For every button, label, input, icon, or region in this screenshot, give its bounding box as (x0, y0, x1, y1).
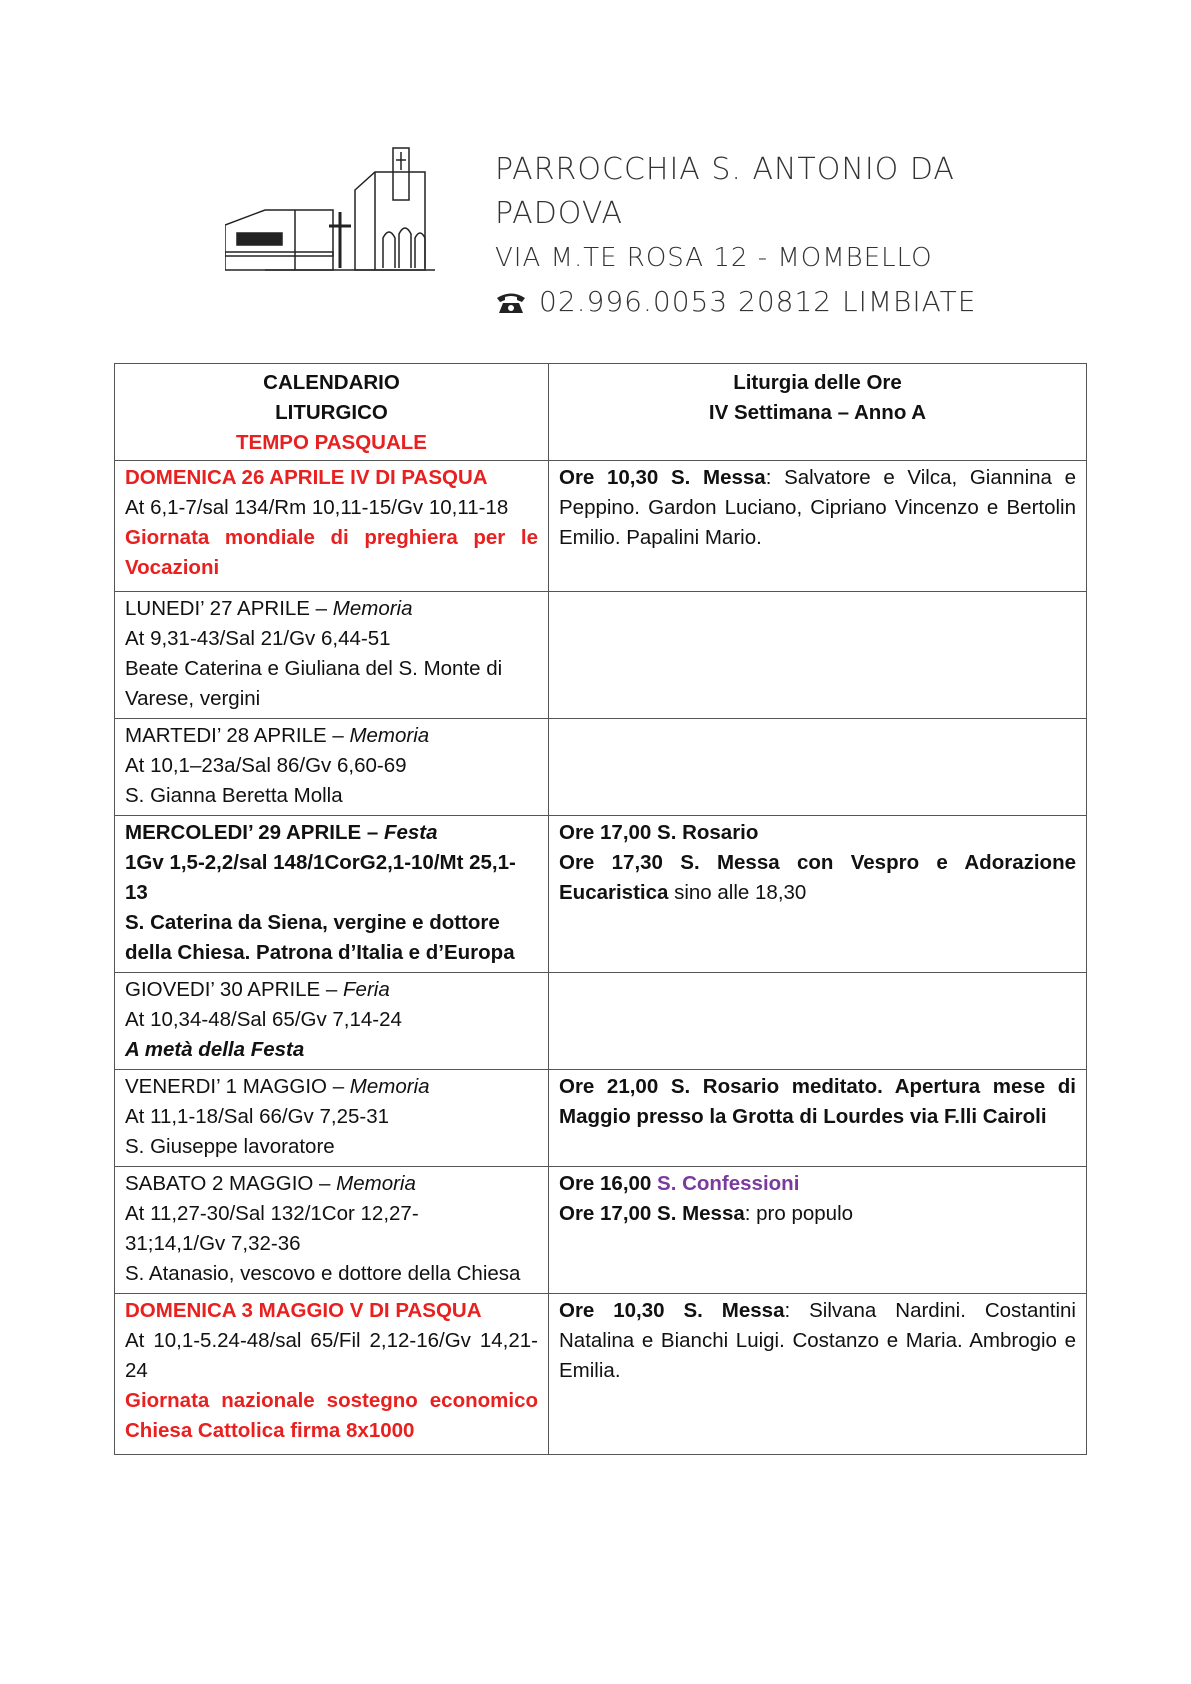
saint: S. Atanasio, vescovo e dottore della Chiesa (125, 1262, 521, 1285)
phone-icon (495, 289, 527, 315)
day-title: LUNEDI’ 27 APRILE – (125, 597, 333, 620)
schedule-cell (549, 1070, 1087, 1167)
day-title: GIOVEDI’ 30 APRILE – (125, 978, 344, 1001)
readings: At 9,31-43/Sal 21/Gv 6,44-51 (125, 627, 391, 650)
confession-label: S. Confessioni (657, 1172, 800, 1195)
table-row (115, 816, 1087, 973)
saint: S. Caterina da Siena, vergine e dottore della Chiesa. Patrona d’Italia e d’Europa (125, 911, 515, 964)
day-type: Memoria (336, 1172, 416, 1195)
schedule-cell (549, 592, 1087, 719)
rosary-time: Ore 17,00 S. Rosario (559, 821, 759, 844)
parish-address: VIA M.TE ROSA 12 - MOMBELLO (495, 243, 933, 273)
readings: 1Gv 1,5-2,2/sal 148/1CorG2,1-10/Mt 25,1-13 (125, 851, 516, 904)
mass-label: Ore 17,00 S. Messa (559, 1202, 745, 1225)
day-cell (115, 461, 549, 592)
table-row (115, 719, 1087, 816)
header-left-line: LITURGICO (275, 401, 388, 424)
readings: 31;14,1/Gv 7,32-36 (125, 1232, 301, 1255)
readings: At 11,1-18/Sal 66/Gv 7,25-31 (125, 1105, 390, 1128)
table-row (115, 1167, 1087, 1294)
readings: At 10,34-48/Sal 65/Gv 7,14-24 (125, 1008, 402, 1031)
day-title: DOMENICA 26 APRILE IV DI PASQUA (125, 466, 488, 489)
header-left-line: CALENDARIO (263, 371, 400, 394)
mass-text: : pro populo (744, 1202, 854, 1225)
day-title: MERCOLEDI’ 29 APRILE – (125, 821, 384, 844)
day-cell (115, 1294, 549, 1455)
day-type: Feria (343, 978, 390, 1001)
liturgical-calendar-table (114, 363, 1087, 1455)
rosary-text: Ore 21,00 S. Rosario meditato. Apertura mese di Maggio presso la Grotta di Lourdes via F.lli Cairoli (559, 1075, 1076, 1128)
readings: At 11,27-30/Sal 132/1Cor 12,27- (125, 1202, 419, 1225)
saint: S. Giuseppe lavoratore (125, 1135, 335, 1158)
saint: A metà della Festa (125, 1038, 305, 1061)
day-type: Memoria (349, 724, 430, 747)
readings: At 10,1-5.24-48/sal 65/Fil 2,12-16/Gv 14,21-24 (125, 1329, 538, 1382)
saint: Beate Caterina e Giuliana del S. Monte di Varese, vergini (125, 657, 503, 710)
day-cell (115, 592, 549, 719)
day-cell (115, 973, 549, 1070)
day-cell (115, 816, 549, 973)
header-liturgy (549, 364, 1087, 461)
schedule-cell (549, 461, 1087, 592)
mass-label: Ore 10,30 S. Messa (559, 466, 766, 489)
mass-text: : Salvatore e Vilca, Giannina e Peppino. Gardon Luciano, Cipriano Vincenzo e Bertolin Emilio. Papalini Mario. (559, 466, 1076, 549)
parish-header (225, 140, 985, 318)
header-right-line: Liturgia delle Ore (733, 371, 902, 394)
mass-label: Ore 10,30 S. Messa (559, 1299, 785, 1322)
parish-phone: 02.996.0053 20812 LIMBIATE (539, 285, 977, 318)
day-cell (115, 1070, 549, 1167)
table-row (115, 1070, 1087, 1167)
day-cell (115, 1167, 549, 1294)
table-row (115, 461, 1087, 592)
header-calendar (115, 364, 549, 461)
header-right-line: IV Settimana – Anno A (708, 401, 927, 424)
schedule-cell (549, 973, 1087, 1070)
readings: At 10,1–23a/Sal 86/Gv 6,60-69 (125, 754, 407, 777)
day-type: Festa (383, 821, 438, 844)
table-row (115, 973, 1087, 1070)
day-title: DOMENICA 3 MAGGIO V DI PASQUA (125, 1299, 482, 1322)
day-type: Memoria (332, 597, 413, 620)
mass-text: sino alle 18,30 (668, 881, 807, 904)
schedule-cell (549, 1167, 1087, 1294)
parish-phone-line (495, 280, 985, 324)
table-row (115, 592, 1087, 719)
mass-label: Ore 17,30 S. Messa con Vespro e Adorazione Eucaristica (559, 851, 1076, 904)
confession-time: Ore 16,00 (559, 1172, 658, 1195)
schedule-cell (549, 719, 1087, 816)
mass-text: : Silvana Nardini. Costantini Natalina e Bianchi Luigi. Costanzo e Maria. Ambrogio e Emilia. (559, 1299, 1076, 1382)
readings: At 6,1-7/sal 134/Rm 10,11-15/Gv 10,11-18 (125, 496, 509, 519)
day-title: MARTEDI’ 28 APRILE – (125, 724, 350, 747)
table-row (115, 1294, 1087, 1455)
day-note: Giornata nazionale sostegno economico Chiesa Cattolica firma 8x1000 (125, 1389, 538, 1442)
parish-name: PARROCCHIA S. ANTONIO DA PADOVA (495, 152, 955, 231)
day-type: Memoria (349, 1075, 430, 1098)
saint: S. Gianna Beretta Molla (125, 784, 343, 807)
day-title: VENERDI’ 1 MAGGIO – (125, 1075, 350, 1098)
day-title: SABATO 2 MAGGIO – (125, 1172, 337, 1195)
table-header-row (115, 364, 1087, 461)
schedule-cell (549, 1294, 1087, 1455)
schedule-cell (549, 816, 1087, 973)
day-cell (115, 719, 549, 816)
day-note: Giornata mondiale di preghiera per le Vocazioni (125, 526, 538, 579)
header-season: TEMPO PASQUALE (236, 431, 427, 454)
church-logo (225, 140, 465, 275)
